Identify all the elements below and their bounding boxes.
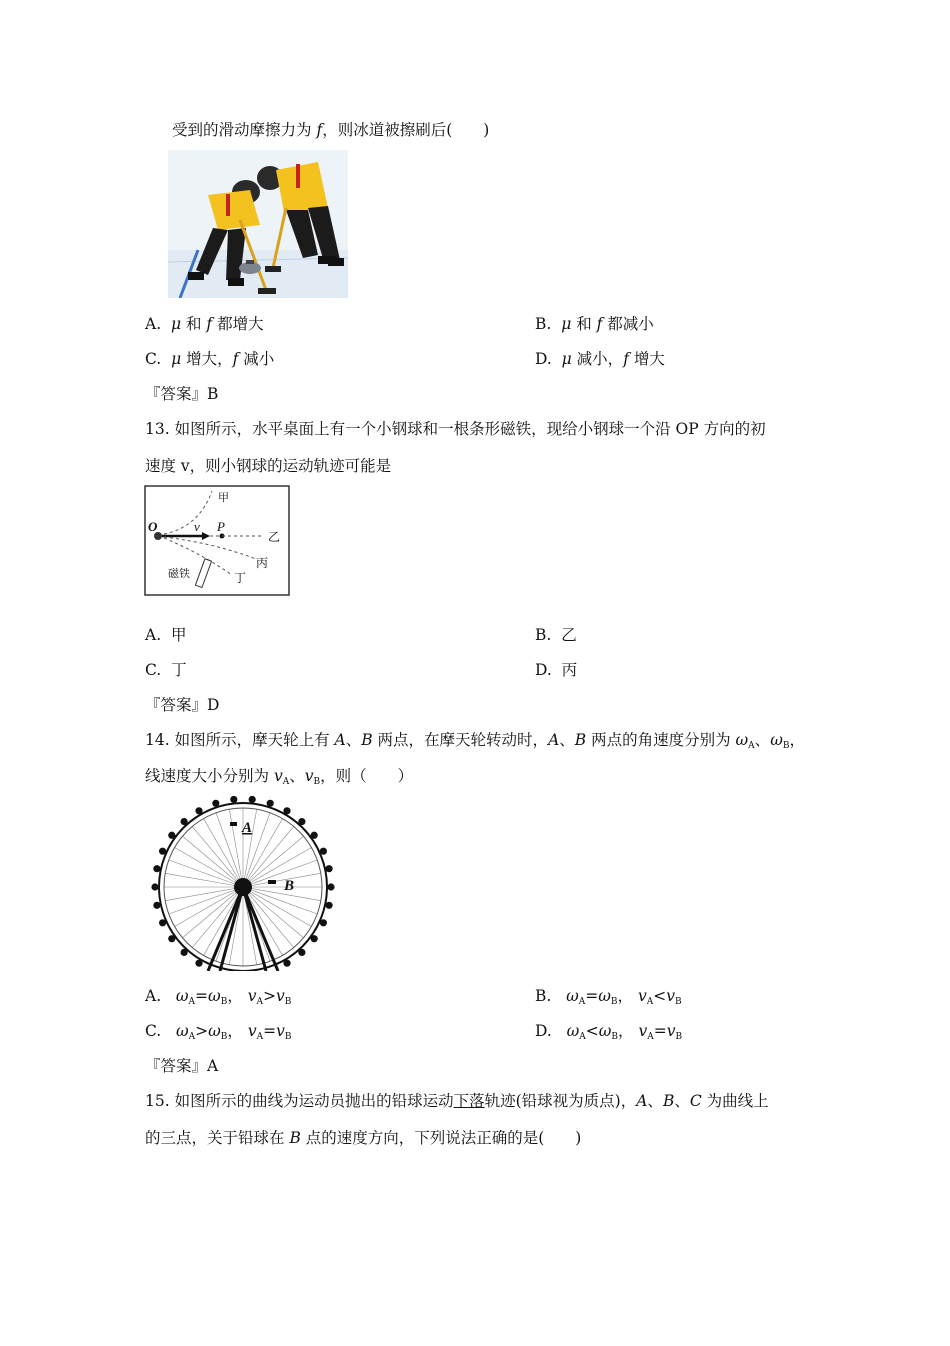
q12-option-d[interactable]: D. μ 减小，f 增大	[535, 350, 665, 368]
label-ding: 丁	[234, 571, 247, 585]
label-p: P	[217, 519, 225, 534]
wheel-cabin	[168, 832, 175, 839]
q14-stem-line1: 14. 如图所示，摩天轮上有 A、B 两点，在摩天轮转动时，A、B 两点的角速度分别为 $\omega_A$、$\omega_B$，	[145, 731, 805, 751]
q15-stem-line2: 的三点，关于铅球在 B 点的速度方向，下列说法正确的是( )	[145, 1129, 582, 1147]
wheel-cabin	[159, 848, 166, 855]
trajectory-figure	[144, 485, 290, 597]
label-yi: 乙	[268, 530, 281, 544]
wheel-cabin	[325, 902, 332, 909]
q15-stem-line1: 15. 如图所示的曲线为运动员抛出的铅球运动下落轨迹(铅球视为质点)，A、B、C 为曲线上	[145, 1092, 769, 1110]
label-o: O	[148, 519, 158, 534]
wheel-cabin	[153, 902, 160, 909]
label-bing: 丙	[256, 556, 269, 570]
q13-option-a[interactable]: A. 甲	[145, 626, 187, 644]
wheel-cabin	[230, 796, 237, 803]
wheel-cabin	[298, 818, 305, 825]
wheel-cabin	[181, 949, 188, 956]
q12-option-a[interactable]: A. μ 和 f 都增大	[145, 315, 264, 333]
q12-option-b[interactable]: B. μ 和 f 都减小	[535, 315, 654, 333]
wheel-cabin	[249, 796, 256, 803]
wheel-cabin	[311, 935, 318, 942]
underlined-word: 下落	[453, 1092, 485, 1110]
q14-option-c[interactable]: C. $\omega_A>\omega_B$， $v_A=v_B$	[145, 1022, 292, 1042]
point-a-marker	[230, 822, 237, 826]
wheel-cabin	[320, 848, 327, 855]
wheel-cabin	[195, 807, 202, 814]
label-v: v	[194, 519, 200, 534]
wheel-cabin	[327, 883, 334, 890]
wheel-cabin	[311, 832, 318, 839]
q13-option-c[interactable]: C. 丁	[145, 661, 187, 679]
q13-option-b[interactable]: B. 乙	[535, 626, 577, 644]
wheel-cabin	[283, 960, 290, 967]
curling-photo	[168, 150, 348, 298]
label-magnet: 磁铁	[168, 567, 190, 580]
wheel-cabin	[325, 865, 332, 872]
q13-stem-line2: 速度 v，则小钢球的运动轨迹可能是	[145, 457, 392, 475]
wheel-cabin	[283, 807, 290, 814]
wheel-cabin	[181, 818, 188, 825]
wheel-cabin	[153, 865, 160, 872]
q13-stem-line1: 13. 如图所示，水平桌面上有一个小钢球和一根条形磁铁，现给小钢球一个沿 OP 方向的初	[145, 420, 766, 438]
q12-answer: 『答案』B	[145, 385, 219, 403]
q14-option-b[interactable]: B. $\omega_A=\omega_B$， $v_A<v_B$	[535, 987, 682, 1007]
wheel-cabin	[267, 800, 274, 807]
q13-answer: 『答案』D	[145, 696, 220, 714]
q13-option-d[interactable]: D. 丙	[535, 661, 578, 679]
wheel-cabin	[298, 949, 305, 956]
q14-answer: 『答案』A	[145, 1057, 219, 1075]
wheel-cabin	[159, 919, 166, 926]
q12-stem-tail: 受到的滑动摩擦力为 f，则冰道被擦刷后( )	[172, 121, 490, 139]
q14-stem-line2: 线速度大小分别为 $v_A$、$v_B$，则（ ）	[145, 767, 414, 787]
ferris-wheel-figure	[146, 796, 346, 971]
wheel-cabin	[168, 935, 175, 942]
label-jia: 甲	[218, 491, 229, 504]
wheel-cabin	[320, 919, 327, 926]
q14-option-d[interactable]: D. $\omega_A<\omega_B$， $v_A=v_B$	[535, 1022, 683, 1042]
q14-option-a[interactable]: A. $\omega_A=\omega_B$， $v_A>v_B$	[145, 987, 292, 1007]
label-a: A	[242, 820, 253, 836]
wheel-cabin	[212, 800, 219, 807]
q12-option-c[interactable]: C. μ 增大，f 减小	[145, 350, 275, 368]
wheel-cabin	[195, 960, 202, 967]
label-b: B	[284, 878, 295, 894]
wheel-cabin	[151, 883, 158, 890]
point-b-marker	[268, 880, 276, 884]
